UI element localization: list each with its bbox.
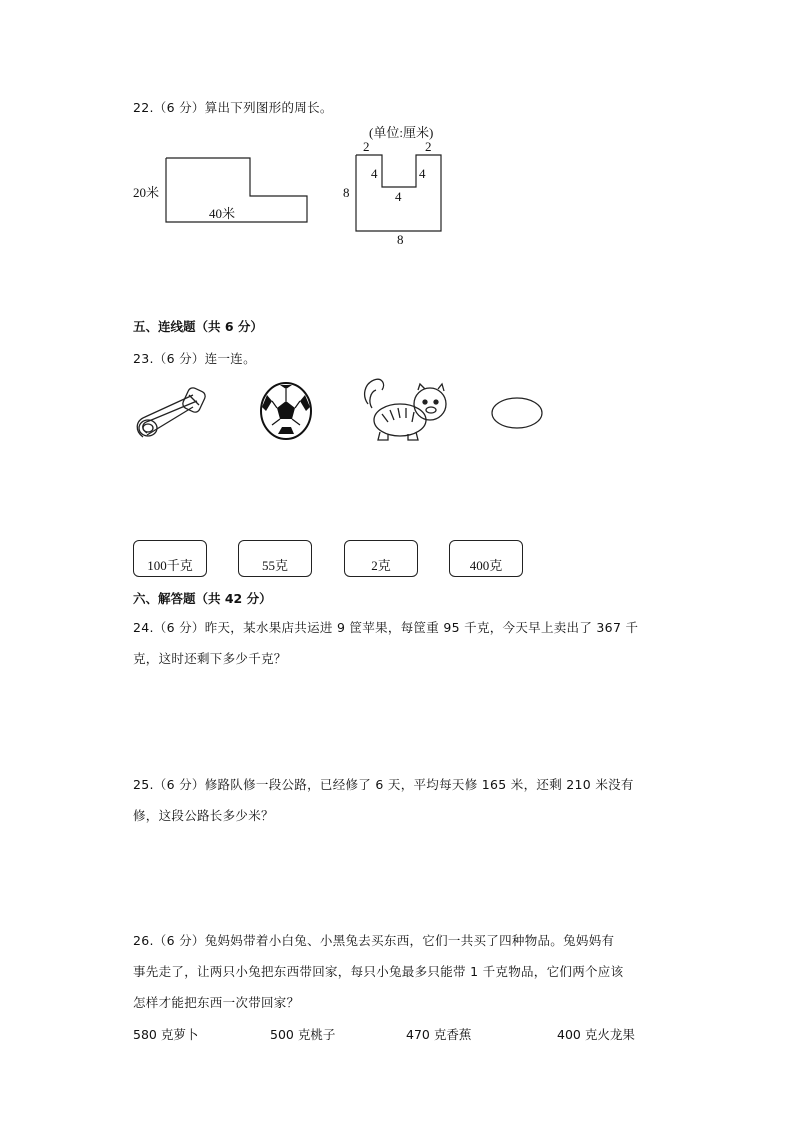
egg-oval-icon — [490, 396, 544, 430]
option-label: 55克 — [261, 558, 288, 573]
question-23-text: 23.（6 分）连一连。 — [133, 351, 256, 366]
option-box-100kg[interactable] — [133, 540, 207, 577]
fig2-inner-left-label: 4 — [371, 166, 378, 181]
soccer-ball-icon — [258, 381, 314, 441]
section-5-title: 五、连线题（共 6 分） — [133, 319, 263, 334]
option-label: 2克 — [371, 558, 391, 573]
question-22-text: 22.（6 分）算出下列图形的周长。 — [133, 100, 333, 115]
option-label: 400克 — [469, 558, 503, 573]
l-shape-figure — [160, 152, 315, 228]
question-24-text — [133, 612, 638, 674]
safety-pin-icon — [133, 383, 209, 443]
item-banana: 470 克香蕉 — [406, 1027, 472, 1042]
option-box-55g[interactable] — [238, 540, 312, 577]
question-26-line-2: 事先走了，让两只小兔把东西带回家，每只小兔最多只能带 1 千克物品，它们两个应该 — [133, 964, 624, 979]
tiger-icon — [360, 374, 456, 444]
question-24-line-1: 24.（6 分）昨天，某水果店共运进 9 筐苹果，每筐重 95 千克，今天早上卖出了 367 千 — [133, 620, 639, 635]
fig2-bottom-label: 8 — [397, 232, 404, 247]
fig1-left-label: 20米 — [133, 185, 160, 200]
question-26-text — [133, 925, 623, 1018]
question-24-line-2: 克，这时还剩下多少千克？ — [133, 651, 287, 666]
fig2-left-label: 8 — [343, 185, 350, 200]
fig2-top-left-label: 2 — [363, 139, 370, 154]
section-6-title: 六、解答题（共 42 分） — [133, 591, 272, 606]
question-26-line-3: 怎样才能把东西一次带回家？ — [133, 995, 300, 1010]
fig2-unit-label: (单位:厘米) — [369, 125, 434, 140]
option-label: 100千克 — [147, 558, 193, 573]
option-box-400g[interactable] — [449, 540, 523, 577]
question-25-line-1: 25.（6 分）修路队修一段公路，已经修了 6 天，平均每天修 165 米，还剩 210 米没有 — [133, 777, 634, 792]
item-dragon-fruit: 400 克火龙果 — [557, 1027, 635, 1042]
fig2-inner-right-label: 4 — [419, 166, 426, 181]
item-radish: 580 克萝卜 — [133, 1027, 199, 1042]
fig2-top-right-label: 2 — [425, 139, 432, 154]
question-25-text — [133, 769, 634, 831]
option-box-2g[interactable] — [344, 540, 418, 577]
fig1-bottom-label: 40米 — [209, 206, 236, 221]
question-25-line-2: 修，这段公路长多少米？ — [133, 808, 274, 823]
fig2-inner-bottom-label: 4 — [395, 189, 402, 204]
item-peach: 500 克桃子 — [270, 1027, 336, 1042]
question-26-line-1: 26.（6 分）兔妈妈带着小白兔、小黑兔去买东西，它们一共买了四种物品。兔妈妈有 — [133, 933, 615, 948]
